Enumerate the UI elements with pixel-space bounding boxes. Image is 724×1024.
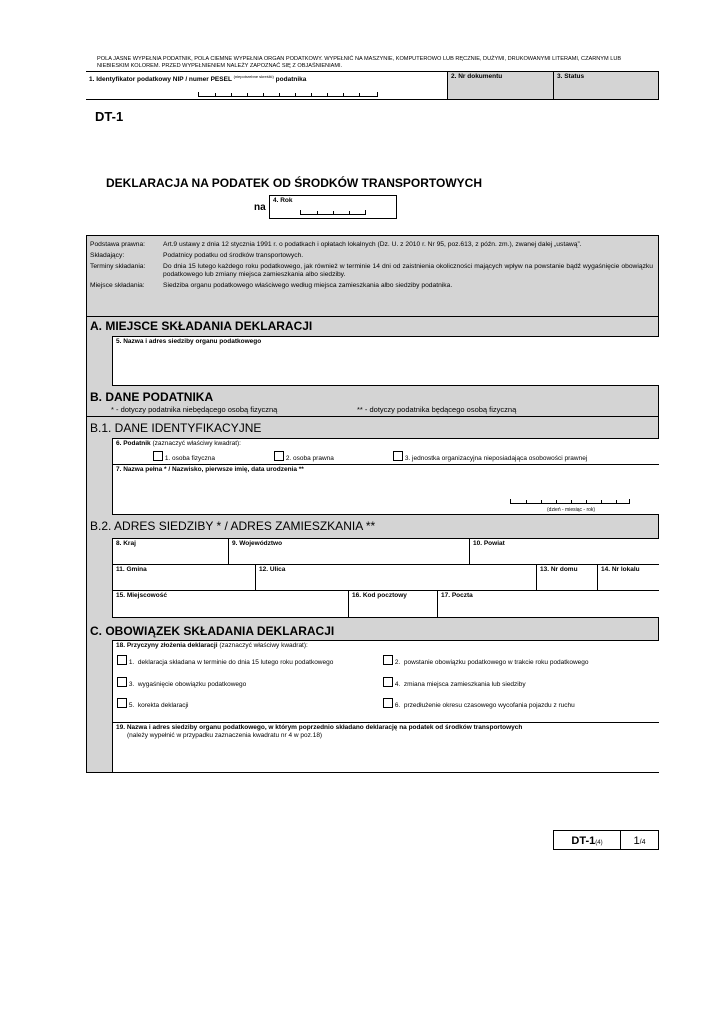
field-15-city[interactable] (112, 590, 348, 618)
field-3-label: 3. Status (557, 73, 585, 80)
field-18-label: 18. Przyczyny złożenia deklaracji (116, 642, 218, 649)
field-9-voivodeship[interactable] (228, 538, 469, 565)
form-title: DEKLARACJA NA PODATEK OD ŚRODKÓW TRANSPORTOWYCH (106, 176, 483, 190)
field-19-previous-office[interactable] (112, 722, 659, 772)
legal-label: Podstawa prawna: (90, 241, 146, 248)
option-number: 4. (394, 681, 401, 688)
field-17-post-office[interactable] (437, 590, 659, 618)
legal-text: Do dnia 15 lutego każdego roku podatkowego, jak również w terminie 14 dni od zaistnienia okoliczności mających wpływ na powstanie bądź wygaśnięcie obowiązku podatkowego lub zmiany miejsca zamieszkania albo siedziby. (163, 263, 653, 278)
checkbox[interactable] (393, 451, 403, 461)
option-number: 2. (394, 659, 401, 666)
reason-option-6[interactable] (383, 698, 575, 710)
field-15-label: 15. Miejscowość (116, 592, 167, 599)
option-label: wygaśnięcie obowiązku podatkowego (137, 681, 247, 688)
section-a-title: A. MIEJSCE SKŁADANIA DEKLARACJI (90, 319, 313, 333)
option-number: 1. (128, 659, 135, 666)
legal-info (86, 235, 659, 317)
year-prefix: na (254, 202, 266, 213)
field-6-option-1[interactable] (153, 451, 215, 463)
field-11-label: 11. Gmina (116, 566, 147, 573)
field-2-doc-number (448, 72, 554, 99)
option-label: 3. jednostka organizacyjna nieposiadająca osobowości prawnej (404, 455, 588, 462)
form-body (86, 317, 659, 773)
section-c-title: C. OBOWIĄZEK SKŁADANIA DEKLARACJI (90, 624, 335, 638)
footer-page-box (553, 830, 659, 850)
field-17-label: 17. Poczta (441, 592, 473, 599)
option-label: zmiana miejsca zamieszkania lub siedziby (403, 681, 526, 688)
field-8-country[interactable] (112, 538, 228, 565)
option-label: korekta deklaracji (137, 702, 189, 709)
footer-page-total: /4 (639, 839, 646, 846)
field-1-label: 1. Identyfikator podatkowy NIP / numer PESEL (89, 76, 232, 84)
checkbox[interactable] (117, 677, 127, 687)
checkbox[interactable] (383, 655, 393, 665)
legal-label: Składający: (90, 252, 125, 259)
top-note: POLA JASNE WYPEŁNIA PODATNIK, POLA CIEMNE WYPEŁNIA ORGAN PODATKOWY. WYPEŁNIĆ NA MASZYNIE, KOMPUTEROWO LUB RĘCZNIE, DUŻYMI, DRUKOWANYMI LITERAMI, CZARNYM LUB NIEBIESKIM KOLOREM. PRZED WYPEŁNIENIEM NALEŻY ZAPOZNAĆ SIĘ Z OBJAŚNIENIAMI. (97, 56, 622, 69)
nip-comb (198, 92, 378, 97)
option-label: powstanie obowiązku podatkowego w trakcie roku podatkowego (403, 659, 589, 666)
section-b-note-1: * - dotyczy podatnika niebędącego osobą fizyczną (111, 405, 278, 414)
reason-option-3[interactable] (117, 677, 246, 689)
footer-version: (4) (595, 840, 603, 846)
field-7-full-name[interactable] (112, 464, 659, 515)
field-4-year[interactable] (269, 195, 397, 219)
legal-text: Podatnicy podatku od środków transportowych. (163, 252, 304, 259)
legal-text: Siedziba organu podatkowego właściwego według miejsca zamieszkania albo siedziby podatnika. (163, 282, 453, 289)
footer-page (621, 831, 658, 849)
checkbox[interactable] (383, 677, 393, 687)
field-7-label: 7. Nazwa pełna * / Nazwisko, pierwsze imię, data urodzenia ** (116, 466, 304, 473)
field-6-taxpayer-type (112, 438, 659, 465)
option-label: przedłużenie okresu czasowego wycofania pojazdu z ruchu (403, 702, 575, 709)
checkbox[interactable] (274, 451, 284, 461)
year-comb (300, 210, 366, 215)
field-18-hint: (zaznaczyć właściwy kwadrat): (219, 642, 308, 649)
legal-text: Art.9 ustawy z dnia 12 stycznia 1991 r. o podatkach i opłatach lokalnych (Dz. U. z 2010 r. Nr 95, poz.613, z późn. zm.), zwanej dalej „ustawą”. (163, 241, 582, 248)
section-b2-title: B.2. ADRES SIEDZIBY * / ADRES ZAMIESZKANIA ** (90, 519, 376, 533)
field-1-identifier[interactable] (86, 72, 448, 99)
legal-row-deadline (90, 263, 653, 279)
reason-option-5[interactable] (117, 698, 188, 710)
option-number: 3. (128, 681, 135, 688)
footer-code-text: DT-1 (571, 835, 596, 847)
field-8-label: 8. Kraj (116, 540, 136, 547)
field-6-label: 6. Podatnik (116, 440, 151, 447)
field-6-hint: (zaznaczyć właściwy kwadrat): (152, 440, 241, 447)
field-16-label: 16. Kod pocztowy (352, 592, 407, 599)
field-11-municipality[interactable] (112, 564, 255, 591)
field-5-label: 5. Nazwa i adres siedziby organu podatkowego (116, 338, 262, 345)
field-10-county[interactable] (469, 538, 659, 565)
field-1-sup: (niepotrzebne skreślić) (233, 74, 274, 79)
field-14-apartment-number[interactable] (597, 564, 659, 591)
field-4-label: 4. Rok (273, 197, 293, 204)
legal-row-place (90, 282, 653, 290)
section-b-note-2: ** - dotyczy podatnika będącego osobą fizyczną (357, 405, 517, 414)
field-18-reasons (112, 640, 659, 722)
field-14-label: 14. Nr lokalu (601, 566, 640, 573)
legal-row-basis (90, 241, 653, 249)
date-hint: (dzień - miesiąc - rok) (547, 507, 596, 513)
option-number: 6. (394, 702, 401, 709)
option-label: deklaracja składana w terminie do dnia 15 lutego roku podatkowego (137, 659, 334, 666)
reason-option-1[interactable] (117, 655, 333, 667)
header-row (86, 71, 659, 100)
section-b-title: B. DANE PODATNIKA (90, 390, 214, 404)
legal-label: Miejsce składania: (90, 282, 145, 289)
field-12-label: 12. Ulica (259, 566, 286, 573)
field-1-suffix: podatnika (275, 76, 307, 84)
field-5-tax-office[interactable] (112, 336, 659, 386)
field-19-label: 19. Nazwa i adres siedziby organu podatkowego, w którym poprzednio składano deklarację na podatek od środków transportowych (116, 724, 523, 731)
reason-option-2[interactable] (383, 655, 589, 667)
checkbox[interactable] (383, 698, 393, 708)
form-code: DT-1 (95, 109, 124, 124)
field-16-postal-code[interactable] (348, 590, 437, 618)
footer-page-number: 1 (633, 835, 640, 847)
field-12-street[interactable] (255, 564, 536, 591)
field-13-label: 13. Nr domu (540, 566, 578, 573)
birth-date-comb (510, 499, 630, 504)
field-19-hint: (należy wypełnić w przypadku zaznaczenia kwadratu nr 4 w poz.18) (127, 732, 323, 739)
option-number: 5. (128, 702, 135, 709)
checkbox[interactable] (153, 451, 163, 461)
option-label: 1. osoba fizyczna (164, 455, 216, 462)
checkbox[interactable] (117, 698, 127, 708)
section-b1-title: B.1. DANE IDENTYFIKACYJNE (87, 416, 658, 438)
option-label: 2. osoba prawna (285, 455, 334, 462)
field-9-label: 9. Województwo (232, 540, 283, 547)
field-2-label: 2. Nr dokumentu (451, 73, 503, 80)
field-10-label: 10. Powiat (473, 540, 505, 547)
field-13-house-number[interactable] (536, 564, 597, 591)
field-6-option-2[interactable] (274, 451, 334, 463)
legal-row-filer (90, 252, 653, 260)
footer-code (554, 831, 621, 849)
field-3-status (554, 72, 658, 99)
checkbox[interactable] (117, 655, 127, 665)
field-6-option-3[interactable] (393, 451, 587, 463)
reason-option-4[interactable] (383, 677, 526, 689)
legal-label: Terminy składania: (90, 263, 146, 270)
